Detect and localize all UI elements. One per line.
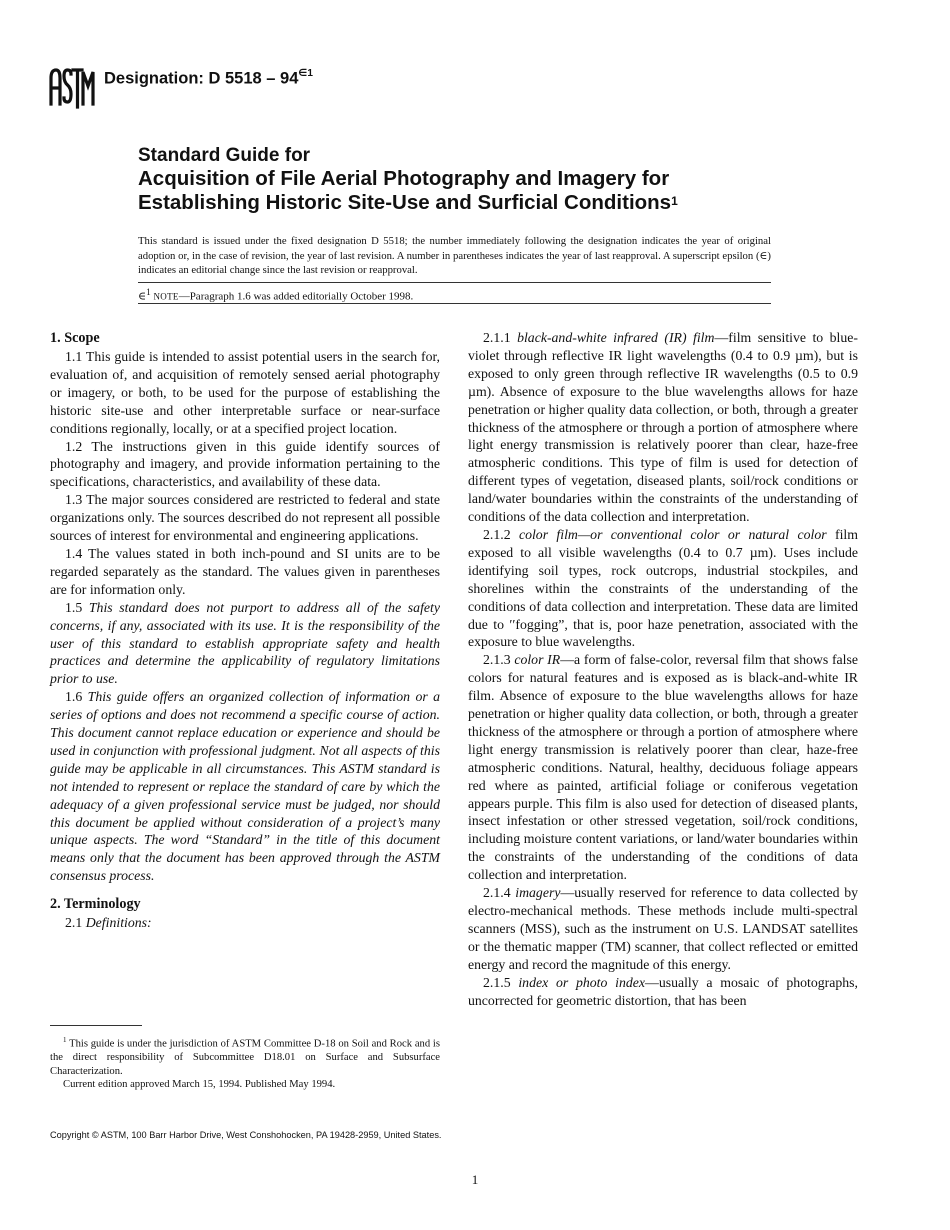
definition-text: —film sensitive to blue-violet through reflective IR light wavelengths (0.4 to 0.9 µm), but is exposed to only green through reflective IR wavelengths (0.5 to 0.9 µm). Absence of exposure to the blue wavelengths allows for haze penetration or higher quality data collection, or both, through a greater thickness of the atmosphere or through a portion of atmosphere where light energy transmission is relatively poorer than clear, haze-free atmospheric conditions. This type of film is used for detection of different types of vegetation, diseased plants, soil/rock conditions or land/water boundaries within the constraints of the understanding of conditions of the data collection and interpretation. [468,330,859,525]
page-number: 1 [471,1172,479,1187]
designation [104,69,313,89]
footnote-mark: 1 [63,1036,67,1044]
paragraph-number: 1.6 [65,689,88,705]
paragraph-1-2: 1.2 The instructions given in this guide identify sources of photography and imagery, and provide information pertaining to the specifications, characteristics, and availability of these data. [50,438,440,490]
paragraph-number: 2.1.4 [483,885,516,901]
paragraph-number: 2.1 [65,915,86,931]
definition-2-1-4 [468,884,858,974]
paragraph-number: 1.5 [65,599,89,615]
issued-statement: This standard is issued under the fixed designation D 5518; the number immediately following the designation indicates the year of original adoption or, in the case of revision, the year of last revision. A number in parentheses indicates the year of last reapproval. A superscript epsilon (∈) indicates an editorial change since the last revision or reapproval. [138,235,771,277]
astm-logo-icon [48,64,96,110]
left-column [50,329,440,932]
definition-2-1-2 [468,526,858,651]
definition-text: —usually reserved for reference to data collected by electro-mechanical methods. These methods include multi-spectral scanners (MSS), such as the instrument on U.S. LANDSAT satellites or the thematic mapper (TM) scanner, that collect reflected or emitted energy and record the magnitude of this energy. [468,885,858,972]
paragraph-1-6 [50,688,440,885]
title-footnote-ref: 1 [671,194,678,208]
title-block [138,145,788,215]
defined-term: black-and-white infrared (IR) film [517,330,715,345]
paragraph-number: 2.1.2 [483,526,519,542]
section-heading-scope: 1. Scope [50,330,100,346]
definition-text: film exposed to all visible wavelengths (0.4 to 0.7 µm). Uses include identifying soil types, rock outcrops, industrial stockpiles, and shorelines within the constraints of the understanding of the conditions of data collection and interpretation. These data are limited due to ′′fogging”, that is, poor haze penetration, associated with the exposure to blue wavelengths. [468,526,858,650]
paragraph-number: 2.1.5 [483,974,519,990]
document-title [138,167,788,215]
paragraph-1-5 [50,599,440,689]
definition-2-1-1 [468,329,858,526]
epsilon-mark: ∈ [138,290,147,303]
paragraph-1-1: 1.1 This guide is intended to assist potential users in the search for, evaluation of, and acquisition of remotely sensed aerial photography or imagery, or both, to be used for the purpose of establishing the historic site-use and other interpretable surface or near-surface conditions regionally, locally, or at a specified project location. [50,349,440,436]
edition-note: Current edition approved March 15, 1994. Published May 1994. [63,1079,336,1091]
divider [138,303,771,304]
footnote [50,1034,440,1092]
definition-2-1-3 [468,651,858,884]
astm-logo [48,64,96,110]
paragraph-text: Definitions: [85,915,152,931]
editorial-note [138,287,413,303]
footnote-divider [50,1025,142,1026]
defined-term: index or photo index [518,974,646,990]
paragraph-number: 2.1.3 [483,652,515,668]
defined-term: imagery [515,885,561,901]
definition-text: —usually a mosaic of photographs, uncorrected for geometric distortion, that has been [468,974,858,1008]
right-column [468,329,858,1009]
title-prefix: Standard Guide for [138,145,311,166]
note-label: NOTE [153,291,179,302]
definition-text: —a form of false-color, reversal film that shows false colors for natural features and is exposed as is black-and-white IR film. Absence of exposure to the blue wavelengths allows for haze penetration or higher quality data collection, or both, through a greater thickness of the atmosphere or through a portion of atmosphere where light energy transmission is relatively poorer than clear, haze-free atmospheric conditions. Natural, healthy, deciduous foliage appears red where as painted, artificial foliage or coniferous vegetation appears purple. This film is also used for detection of diseased plants, insect infestation or other stressed vegetation, soil/rock conditions, including moisture content variations, or land/water boundaries within the constraints of the understanding of the conditions of data collection and interpretation. [468,652,858,883]
defined-term: color IR [514,652,561,668]
defined-term: color film—or conventional color or natural color [518,526,827,542]
section-heading-terminology: 2. Terminology [50,896,141,913]
copyright: Copyright © ASTM, 100 Barr Harbor Drive, West Conshohocken, PA 19428-2959, United States. [50,1130,442,1140]
definition-2-1-5 [468,974,858,1010]
footnote-body: This guide is under the jurisdiction of ASTM Committee D-18 on Soil and Rock and is the direct responsibility of Subcommittee D18.01 on Surface and Subsurface Characterization. [50,1038,440,1077]
footnote-text [50,1034,440,1078]
paragraph-2-1 [50,914,440,932]
paragraph-text: This guide offers an organized collection of information or a series of options and does not recommend a specific course of action. This document cannot replace education or experience and should be used in conjunction with professional judgment. Not all aspects of this guide may be applicable in all circumstances. This ASTM standard is not intended to represent or replace the standard of care by which the adequacy of a given professional service must be judged, nor should this document be applied without consideration of a project’s many unique aspects. The word “Standard” in the title of this document means only that the document has been approved through the ASTM consensus process. [50,689,441,884]
designation-text: Designation: D 5518 – 94 [104,69,299,88]
paragraph-number: 2.1.1 [483,330,518,345]
paragraph-text: This standard does not purport to address all of the safety concerns, if any, associated with its use. It is the responsibility of the user of this standard to establish appropriate safety and health practices and determine the applicability of regulatory limitations prior to use. [50,599,440,687]
note-text: —Paragraph 1.6 was added editorially October 1998. [178,290,414,303]
epsilon-superscript: 1 [146,287,151,297]
document-title-text: Acquisition of File Aerial Photography and Imagery for Establishing Historic Site-Use and Surficial Conditions [138,167,672,214]
divider [138,282,771,283]
paragraph-1-4: 1.4 The values stated in both inch-pound and SI units are to be regarded separately as the standard. The values given in parentheses are for information only. [50,545,440,597]
designation-superscript: ∈1 [298,68,313,79]
paragraph-1-3: 1.3 The major sources considered are restricted to federal and state organizations only. The sources described do not represent all possible sources of interest for environmental and engineering applications. [50,492,440,544]
